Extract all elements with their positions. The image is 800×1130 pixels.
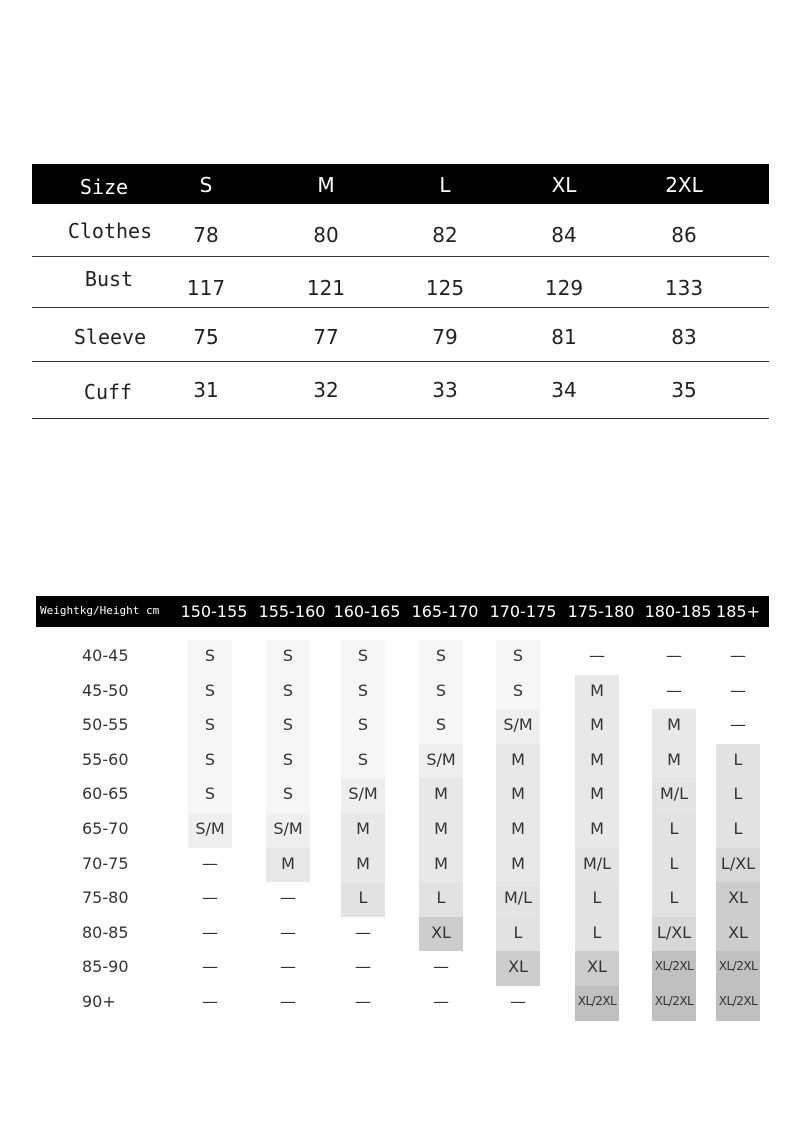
weight-row-label: 65-70: [82, 819, 129, 838]
cell-value: 79: [432, 325, 458, 349]
no-size-dash: —: [666, 646, 682, 665]
cell-value: 80: [313, 223, 339, 247]
size-cell: S: [282, 715, 294, 735]
no-size-dash: —: [280, 992, 296, 1011]
cell-value: 83: [671, 325, 697, 349]
no-size-dash: —: [202, 853, 218, 873]
cell-value: 129: [544, 276, 584, 300]
size-cell: M: [667, 715, 681, 735]
size-cell: S/M: [195, 819, 225, 838]
size-cell: L: [513, 922, 523, 942]
weight-row-label: 40-45: [82, 646, 129, 665]
size-cell: L: [592, 888, 602, 908]
size-cell: L: [733, 819, 743, 838]
no-size-dash: —: [202, 888, 218, 908]
no-size-dash: —: [202, 992, 218, 1011]
height-col-header: 150-155: [180, 602, 248, 621]
size-cell: L: [669, 853, 679, 873]
size-cell: M/L: [659, 784, 689, 804]
size-cell: M: [434, 784, 448, 804]
size-cell: S: [357, 715, 369, 735]
size-cell: S: [204, 784, 216, 804]
no-size-dash: —: [666, 680, 682, 700]
size-cell: M: [511, 853, 525, 873]
size-cell: L: [592, 922, 602, 942]
height-col-header: 180-185: [644, 602, 712, 621]
no-size-dash: —: [433, 992, 449, 1011]
size-cell: M: [590, 680, 604, 700]
size-cell: S: [357, 749, 369, 769]
size-cell: M: [590, 715, 604, 735]
size-cell: M: [667, 749, 681, 769]
cell-value: 121: [306, 276, 346, 300]
size-cell: L/XL: [656, 922, 692, 942]
height-col-header: 160-165: [333, 602, 401, 621]
cell-value: 75: [193, 325, 219, 349]
height-col-header: 170-175: [489, 602, 557, 621]
size-cell: XL: [508, 957, 528, 977]
size-cell: M: [356, 853, 370, 873]
size-cell: M: [590, 749, 604, 769]
size-cell: S: [512, 680, 524, 700]
weight-row-label: 70-75: [82, 853, 129, 873]
size-cell: XL: [587, 957, 607, 977]
size-header-m: M: [317, 173, 335, 197]
size-cell: M: [434, 819, 448, 838]
no-size-dash: —: [433, 957, 449, 977]
no-size-dash: —: [280, 957, 296, 977]
no-size-dash: —: [730, 680, 746, 700]
size-cell: S/M: [273, 819, 303, 838]
weight-row-label: 60-65: [82, 784, 129, 804]
size-cell: S: [435, 646, 447, 665]
cell-value: 35: [671, 378, 697, 402]
cell-value: 32: [313, 378, 339, 402]
cell-value: 125: [425, 276, 465, 300]
weight-row-label: 50-55: [82, 715, 129, 735]
height-col-header: 185+: [716, 602, 760, 621]
size-header-label: Size: [79, 175, 129, 199]
size-cell: M: [356, 819, 370, 838]
size-cell: M: [511, 749, 525, 769]
no-size-dash: —: [280, 922, 296, 942]
size-cell: S: [435, 715, 447, 735]
size-cell: XL/2XL: [654, 994, 694, 1008]
no-size-dash: —: [202, 957, 218, 977]
size-cell: M: [281, 853, 295, 873]
size-cell: L: [669, 819, 679, 838]
size-cell: S/M: [348, 784, 378, 804]
size-cell: S: [357, 646, 369, 665]
size-cell: S/M: [503, 715, 533, 735]
size-cell: L/XL: [720, 853, 756, 873]
size-cell: L: [358, 888, 368, 908]
recommendation-header: [36, 596, 769, 627]
size-cell: S: [204, 646, 216, 665]
cell-value: 117: [186, 276, 226, 300]
size-cell: M/L: [503, 888, 533, 908]
no-size-dash: —: [510, 992, 526, 1011]
height-col-header: 175-180: [567, 602, 635, 621]
no-size-dash: —: [280, 888, 296, 908]
size-cell: S/M: [426, 749, 456, 769]
size-header-xl: XL: [551, 173, 577, 197]
no-size-dash: —: [355, 992, 371, 1011]
size-cell: XL: [728, 888, 748, 908]
size-cell: S: [282, 749, 294, 769]
cell-value: 84: [551, 223, 577, 247]
weight-row-label: 90+: [82, 992, 116, 1011]
weight-row-label: 85-90: [82, 957, 129, 977]
size-header-2xl: 2XL: [665, 173, 703, 197]
row-label: Sleeve: [73, 325, 147, 349]
cell-value: 31: [193, 378, 219, 402]
corner-label: Weightkg/Height cm: [40, 604, 160, 617]
size-cell: S: [282, 680, 294, 700]
size-cell: XL: [728, 922, 748, 942]
size-cell: L: [733, 784, 743, 804]
row-label: Bust: [84, 267, 134, 291]
cell-value: 78: [193, 223, 219, 247]
weight-row-label: 45-50: [82, 680, 129, 700]
size-cell: S: [435, 680, 447, 700]
size-cell: S: [204, 715, 216, 735]
no-size-dash: —: [202, 922, 218, 942]
no-size-dash: —: [589, 646, 605, 665]
cell-value: 82: [432, 223, 458, 247]
size-cell: M/L: [582, 853, 612, 873]
weight-row-label: 55-60: [82, 749, 129, 769]
weight-row-label: 75-80: [82, 888, 129, 908]
size-cell: S: [204, 749, 216, 769]
cell-value: 133: [664, 276, 704, 300]
size-cell: L: [669, 888, 679, 908]
height-col-header: 165-170: [411, 602, 479, 621]
size-cell: S: [357, 680, 369, 700]
cell-value: 86: [671, 223, 697, 247]
no-size-dash: —: [730, 715, 746, 735]
cell-value: 34: [551, 378, 577, 402]
size-cell: M: [434, 853, 448, 873]
height-col-header: 155-160: [258, 602, 326, 621]
size-cell: S: [282, 784, 294, 804]
size-cell: XL/2XL: [654, 959, 694, 974]
size-cell: S: [282, 646, 294, 665]
size-cell: XL: [431, 922, 451, 942]
no-size-dash: —: [355, 922, 371, 942]
row-label: Cuff: [83, 380, 133, 404]
size-cell: M: [590, 784, 604, 804]
size-header-l: L: [439, 173, 451, 197]
cell-value: 77: [313, 325, 339, 349]
row-label: Clothes: [67, 219, 153, 243]
size-cell: M: [511, 819, 525, 838]
size-cell: XL/2XL: [718, 994, 758, 1008]
no-size-dash: —: [730, 646, 746, 665]
no-size-dash: —: [355, 957, 371, 977]
size-cell: S: [204, 680, 216, 700]
size-cell: M: [511, 784, 525, 804]
cell-value: 81: [551, 325, 577, 349]
size-header-s: S: [199, 173, 213, 197]
weight-row-label: 80-85: [82, 922, 129, 942]
size-cell: L: [733, 749, 743, 769]
size-cell: S: [512, 646, 524, 665]
size-cell: M: [590, 819, 604, 838]
size-cell: L: [436, 888, 446, 908]
cell-value: 33: [432, 378, 458, 402]
size-cell: XL/2XL: [577, 994, 617, 1008]
size-cell: XL/2XL: [718, 959, 758, 974]
